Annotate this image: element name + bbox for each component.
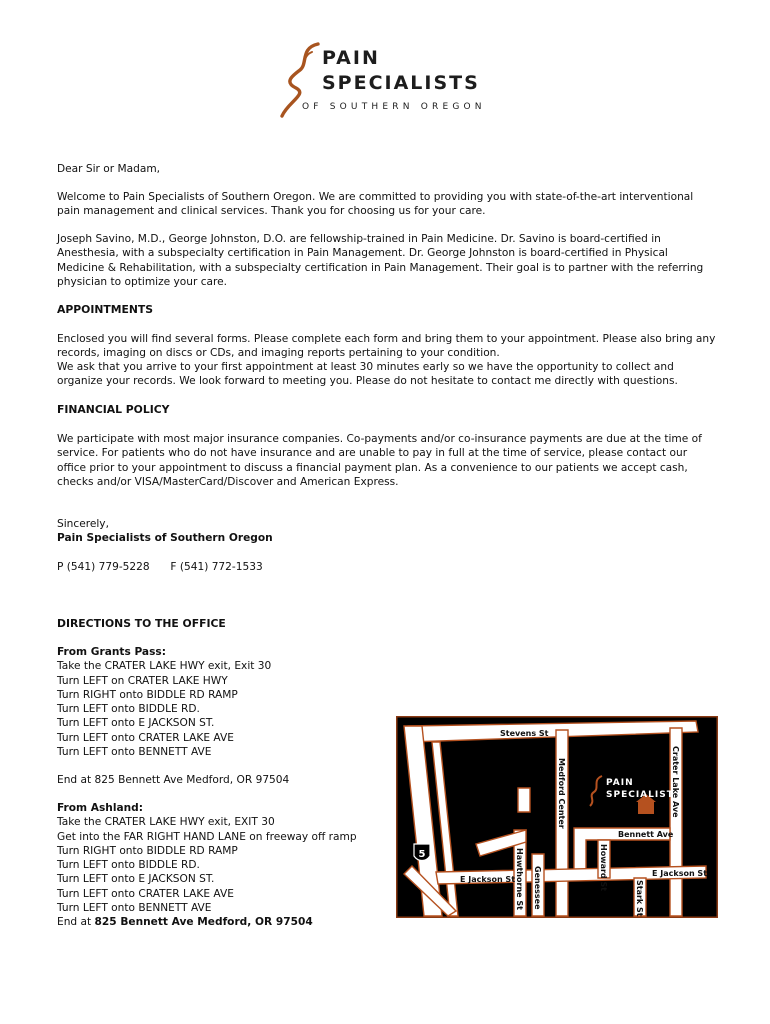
direction-step: Turn LEFT onto BENNETT AVE	[57, 746, 212, 759]
map-logo-specialists: SPECIALISTS	[606, 790, 682, 800]
ashland-end-address: 825 Bennett Ave Medford, OR 97504	[94, 916, 313, 929]
fax-number: F (541) 772-1533	[170, 561, 263, 573]
grants-pass-end: End at 825 Bennett Ave Medford, OR 97504	[57, 774, 290, 786]
label-bennett-ave: Bennett Ave	[618, 830, 674, 839]
direction-step: Turn LEFT onto BENNETT AVE	[57, 902, 212, 915]
welcome-paragraph: Welcome to Pain Specialists of Southern Oregon. We are committed to providing you with state-of-the-art interventional pain management and clinical services. Thank you for choosing us for your care.	[57, 191, 694, 218]
company-logo	[278, 42, 498, 120]
direction-step: Turn LEFT onto CRATER LAKE AVE	[57, 731, 234, 744]
direction-step: Turn RIGHT onto BIDDLE RD RAMP	[57, 844, 238, 857]
contact-line	[57, 560, 717, 574]
label-stevens-st: Stevens St	[500, 729, 549, 738]
label-stark-st: Stark St	[635, 880, 644, 917]
label-howard-st: Howard St	[599, 844, 608, 892]
directions-heading: DIRECTIONS TO THE OFFICE	[57, 617, 226, 630]
label-jackson-right: E Jackson St	[652, 869, 708, 878]
direction-step: Get into the FAR RIGHT HAND LANE on freeway off ramp	[57, 830, 357, 843]
office-map	[396, 716, 718, 918]
appointments-heading: APPOINTMENTS	[57, 303, 154, 316]
ashland-directions	[57, 801, 387, 930]
highway-number: 5	[418, 849, 426, 860]
logo-word-pain: PAIN	[322, 47, 380, 69]
direction-step: Turn LEFT onto BIDDLE RD.	[57, 859, 200, 872]
direction-step: Take the CRATER LAKE HWY exit, Exit 30	[57, 660, 272, 673]
phone-number: P (541) 779-5228	[57, 561, 150, 573]
greeting: Dear Sir or Madam,	[57, 163, 161, 175]
closing: Sincerely,	[57, 518, 109, 530]
financial-paragraph: We participate with most major insurance companies. Co-payments and/or co-insurance payments are due at the time of service. For patients who do not have insurance and are unable to pay in full at the time of service, please contact our office prior to your appointment to discuss a financial payment plan. As a convenience to our patients we accept cash, checks and/or VISA/MasterCard/Discover and American Express.	[57, 433, 702, 488]
ashland-heading: From Ashland:	[57, 802, 143, 814]
direction-step: Turn LEFT onto E JACKSON ST.	[57, 873, 215, 886]
direction-step: Take the CRATER LAKE HWY exit, EXIT 30	[57, 816, 275, 829]
label-crater-lake: Crater Lake Ave	[671, 746, 680, 818]
appointments-paragraph-2: We ask that you arrive to your first appointment at least 30 minutes early so we have the opportunity to collect and organize your records. We look forward to meeting you. Please do not hesitate to contact me directly with questions.	[57, 361, 678, 388]
direction-step: Turn RIGHT onto BIDDLE RD RAMP	[57, 688, 238, 701]
label-jackson-left: E Jackson St	[460, 875, 516, 884]
ashland-end	[57, 915, 387, 929]
signature: Pain Specialists of Southern Oregon	[57, 532, 273, 544]
doctors-paragraph: Joseph Savino, M.D., George Johnston, D.O. are fellowship-trained in Pain Medicine. Dr. Savino is board-certified in Anesthesia, with a subspecialty certification in Pain Management. Dr. George Johnston is board-certified in Physical Medicine & Rehabilitation, with a subspecialty certification in Pain Management. Their goal is to partner with the referring physician to optimize your care.	[57, 233, 704, 288]
grants-pass-directions	[57, 645, 387, 759]
label-medford-center: Medford Center	[557, 758, 566, 829]
appointments-paragraph-1: Enclosed you will find several forms. Please complete each form and bring them to your appointment. Please also bring any records, imaging on discs or CDs, and imaging reports pertaining to your condition.	[57, 333, 716, 360]
direction-step: Turn LEFT on CRATER LAKE HWY	[57, 674, 228, 687]
map-logo-pain: PAIN	[606, 778, 634, 788]
logo-word-specialists: SPECIALISTS	[322, 72, 480, 94]
interstate-5-shield-icon	[414, 844, 430, 861]
logo-subtitle: OF SOUTHERN OREGON	[302, 102, 486, 112]
direction-step: Turn LEFT onto E JACKSON ST.	[57, 717, 215, 730]
label-genessee: Genessee	[533, 866, 542, 910]
direction-step: Turn LEFT onto BIDDLE RD.	[57, 703, 200, 716]
label-hawthorne-st: Hawthorne St	[515, 848, 524, 910]
ashland-end-prefix: End at	[57, 916, 95, 929]
financial-heading: FINANCIAL POLICY	[57, 403, 170, 416]
road-jog	[518, 788, 530, 812]
grants-pass-heading: From Grants Pass:	[57, 646, 166, 658]
direction-step: Turn LEFT onto CRATER LAKE AVE	[57, 887, 234, 900]
